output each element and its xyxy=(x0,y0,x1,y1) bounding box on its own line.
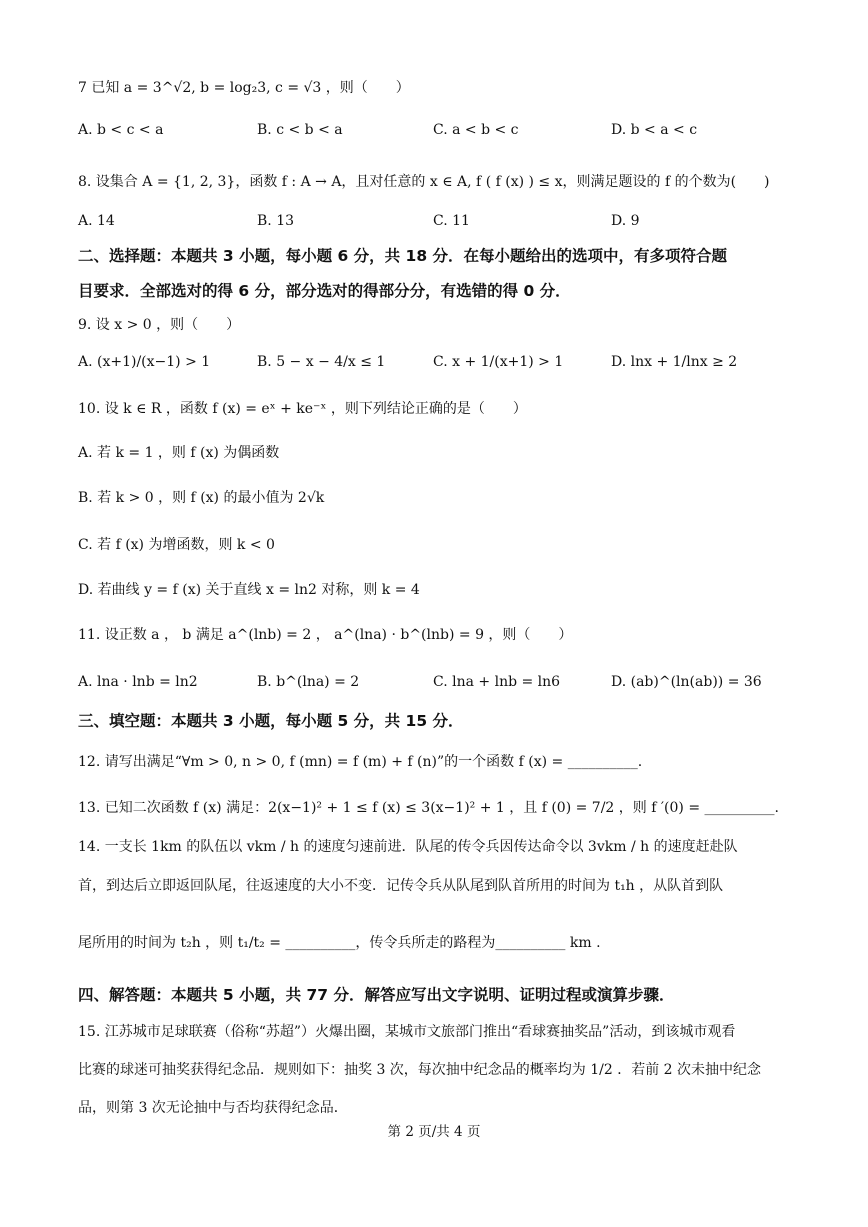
q11-option-c: C. lna + lnb = ln6 xyxy=(433,674,561,690)
q8-option-d: D. 9 xyxy=(611,213,640,229)
q10-option-b: B. 若 k > 0 ，则 f (x) 的最小值为 2√k xyxy=(78,490,325,506)
q9-option-a: A. (x+1)/(x−1) > 1 xyxy=(78,354,211,370)
q7-option-b: B. c < b < a xyxy=(257,122,343,138)
q11-option-b: B. b^(lna) = 2 xyxy=(257,674,360,690)
question-15-line3: 品，则第 3 次无论抽中与否均获得纪念品． xyxy=(78,1100,348,1116)
question-15-line1: 15. 江苏城市足球联赛（俗称“苏超”）火爆出圈，某城市文旅部门推出“看球赛抽奖品”活动，到该城市观看 xyxy=(78,1024,736,1040)
q8-option-c: C. 11 xyxy=(433,213,470,229)
q10-option-a: A. 若 k = 1 ，则 f (x) 为偶函数 xyxy=(78,445,280,461)
page-footer: 第 2 页/共 4 页 xyxy=(387,1124,481,1140)
q9-option-d: D. lnx + 1/lnx ≥ 2 xyxy=(611,354,738,370)
q9-option-c: C. x + 1/(x+1) > 1 xyxy=(433,354,564,370)
question-11-stem: 11. 设正数 a ， b 满足 a^(lnb) = 2 ， a^(lna) · b^(lnb) = 9 ，则（ ） xyxy=(78,627,573,643)
q8-option-b: B. 13 xyxy=(257,213,295,229)
question-12-stem: 12. 请写出满足“∀m > 0, n > 0, f (mn) = f (m) + f (n)”的一个函数 f (x) = __________. xyxy=(78,754,643,770)
section-2-heading-line2: 目要求．全部选对的得 6 分，部分选对的得部分分，有选错的得 0 分． xyxy=(78,282,571,300)
q9-option-b: B. 5 − x − 4/x ≤ 1 xyxy=(257,354,386,370)
q11-option-a: A. lna · lnb = ln2 xyxy=(78,674,198,690)
q11-option-d: D. (ab)^(ln(ab)) = 36 xyxy=(611,674,762,690)
question-14-line1: 14. 一支长 1km 的队伍以 vkm / h 的速度匀速前进．队尾的传令兵因传达命令以 3vkm / h 的速度赶赴队 xyxy=(78,839,738,855)
q10-option-c: C. 若 f (x) 为增函数，则 k < 0 xyxy=(78,537,275,553)
question-14-line3: 尾所用的时间为 t₂h ，则 t₁/t₂ = __________，传令兵所走的路程为__________ km . xyxy=(78,935,601,951)
question-15-line2: 比赛的球迷可抽奖获得纪念品．规则如下：抽奖 3 次，每次抽中纪念品的概率均为 1/2 ．若前 2 次未抽中纪念 xyxy=(78,1062,762,1078)
section-3-heading: 三、填空题：本题共 3 小题，每小题 5 分，共 15 分． xyxy=(78,712,464,730)
section-2-heading-line1: 二、选择题：本题共 3 小题，每小题 6 分，共 18 分．在每小题给出的选项中，有多项符合题 xyxy=(78,247,728,265)
q8-option-a: A. 14 xyxy=(78,213,115,229)
question-13-stem: 13. 已知二次函数 f (x) 满足：2(x−1)² + 1 ≤ f (x) ≤ 3(x−1)² + 1 ，且 f (0) = 7/2 ，则 f ′(0) = __________. xyxy=(78,800,779,816)
q7-option-c: C. a < b < c xyxy=(433,122,519,138)
question-7-stem: 7 已知 a = 3^√2, b = log₂3, c = √3 ，则（ ） xyxy=(78,80,410,96)
question-9-stem: 9. 设 x > 0 ，则（ ） xyxy=(78,317,241,333)
q7-option-d: D. b < a < c xyxy=(611,122,698,138)
question-10-stem: 10. 设 k ∈ R ，函数 f (x) = eˣ + ke⁻ˣ ，则下列结论正确的是（ ） xyxy=(78,401,527,417)
q7-option-a: A. b < c < a xyxy=(78,122,164,138)
q10-option-d: D. 若曲线 y = f (x) 关于直线 x = ln2 对称，则 k = 4 xyxy=(78,582,420,598)
question-14-line2: 首，到达后立即返回队尾，往返速度的大小不变．记传令兵从队尾到队首所用的时间为 t₁h ，从队首到队 xyxy=(78,878,724,894)
question-8-stem: 8. 设集合 A = {1, 2, 3}，函数 f : A → A，且对任意的 x ∈ A, f ( f (x) ) ≤ x，则满足题设的 f 的个数为( ) xyxy=(78,174,770,190)
section-4-heading: 四、解答题：本题共 5 小题，共 77 分．解答应写出文字说明、证明过程或演算步骤． xyxy=(78,986,675,1004)
